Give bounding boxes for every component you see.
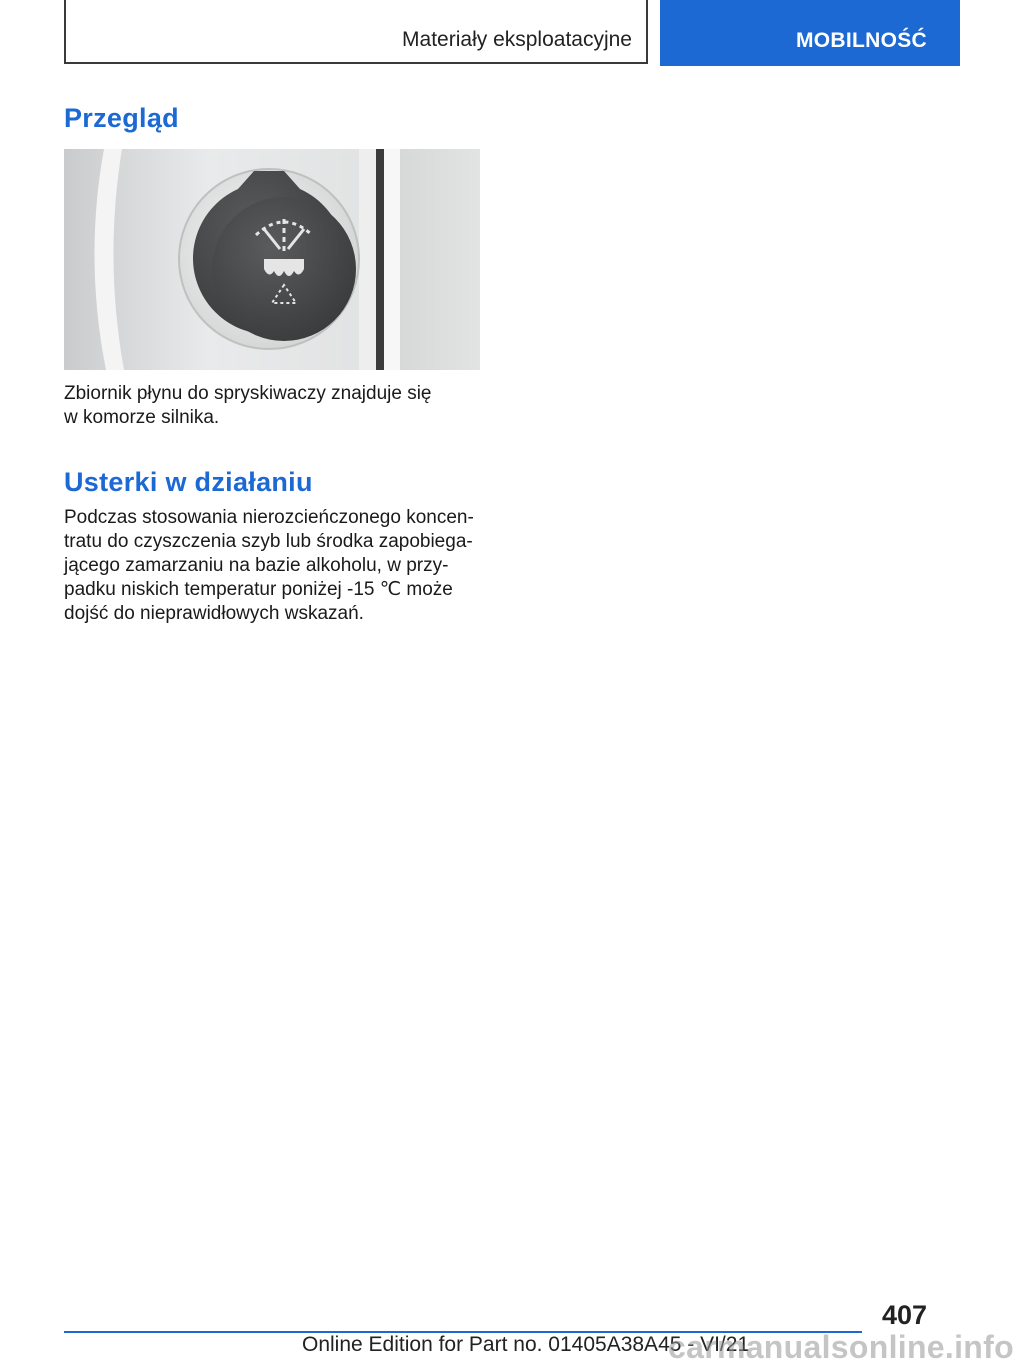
overview-paragraph <box>64 382 494 430</box>
paragraph-line: Podczas stosowania nierozcieńczonego koncen- <box>64 507 474 528</box>
section-tab-label: MOBILNOŚĆ <box>795 29 927 52</box>
paragraph-line: jącego zamarzaniu na bazie alkoholu, w przy- <box>64 555 449 576</box>
paragraph-line: padku niskich temperatur poniżej -15 ℃ może <box>64 579 453 600</box>
paragraph-line: w komorze silnika. <box>64 407 220 428</box>
page-number: 407 <box>881 1300 927 1330</box>
heading-przeglad: Przegląd <box>64 103 179 133</box>
paragraph-line: dojść do nieprawidłowych wskazań. <box>64 603 364 624</box>
paragraph-line: tratu do czyszczenia szyb lub środka zapobiega- <box>64 531 473 552</box>
header-section-tab[interactable] <box>660 0 960 66</box>
watermark: carmanualsonline.info <box>668 1329 1014 1365</box>
washer-fluid-reservoir-photo <box>64 149 480 370</box>
heading-usterki: Usterki w działaniu <box>64 467 313 497</box>
washer-fluid-cap-icon <box>64 149 480 370</box>
paragraph-line: Zbiornik płynu do spryskiwaczy znajduje się <box>64 383 432 404</box>
header-chapter-box <box>64 0 648 64</box>
footer-edition-text: Online Edition for Part no. 01405A38A45 - VI/21 <box>302 1333 750 1356</box>
chapter-title: Materiały eksploatacyjne <box>402 28 632 51</box>
malfunction-paragraph <box>64 506 494 626</box>
